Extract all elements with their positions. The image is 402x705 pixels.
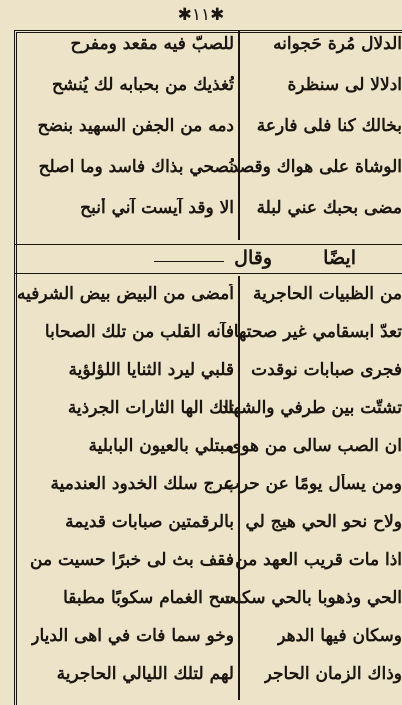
verse-line: عرج سلك الخدود العندمية <box>50 474 234 494</box>
verse-line: فآنه القلب من تلك الصحابا <box>44 322 234 342</box>
verse-line: فجرى صبابات نوقدت <box>251 360 402 380</box>
verse-line: بالرقمتين صبابات قديمة <box>65 512 234 532</box>
left-column-top <box>20 34 234 240</box>
verse-line: من الظبيات الحاجرية <box>253 284 402 304</box>
verse-line: تعدّ ابسقامي غير صحتها <box>233 322 402 342</box>
verse-line: فقف بث لى خبرًا حسيت من <box>30 550 234 570</box>
section-heading <box>14 244 402 274</box>
verse-line: تُغذيك من بحبابه لك يُنشح <box>51 75 234 95</box>
verse-line: بخالك كنا فلى فارعة <box>256 116 402 136</box>
verse-line: وسكان فيها الدهر <box>277 626 402 646</box>
verse-line: اذا مات قريب العهد من <box>235 550 402 570</box>
verse-line: نُصحي بذاك فاسد وما اصلح <box>38 157 234 177</box>
right-column-top <box>230 34 402 240</box>
verse-line: لهم لتلك الليالي الحاجرية <box>56 664 234 684</box>
verse-line: ادلالا لى سنظرة <box>287 75 402 95</box>
verse-line: الا وقد آيست آني أنبح <box>80 198 234 218</box>
verse-line: مضى بحبك عني لبلة <box>256 198 402 218</box>
heading-rule <box>154 261 224 262</box>
verse-line: الوشاة على هواك وقصد <box>230 157 402 177</box>
verse-line: وذاك الزمان الحاجر <box>263 664 402 684</box>
verse-line: تلك الها الثارات الجرذية <box>67 398 234 418</box>
right-column-bottom <box>220 276 402 700</box>
verse-line: ومن يسأل يومًا عن حرب <box>223 474 402 494</box>
verse-line: وخو سما فات في اهى الديار <box>31 626 234 646</box>
verse-line: للصبّ فيه مقعد ومفرح <box>70 34 234 54</box>
verse-line: قلبي ليرد الثنايا اللؤلؤية <box>68 360 234 380</box>
verse-line: ان الصب سالى من هوى <box>227 436 402 456</box>
left-column-bottom <box>17 276 234 700</box>
verse-line: تشتّت بين طرفي والشهاد <box>220 398 402 418</box>
section-heading-prefix: وقال <box>234 247 272 269</box>
verse-line: سح الغمام سكوبًا مطبقا <box>63 588 234 608</box>
verse-line: ولاح نحو الحي هيج لي <box>245 512 402 532</box>
section-heading-word: ايضًا <box>323 247 356 269</box>
verse-line: مبتلي بالعيون البابلية <box>88 436 234 456</box>
verse-line: اُمضى من البيض بيض الشرفيه <box>17 284 234 304</box>
verse-line: الدلال مُرة حَجوانه <box>273 34 402 54</box>
verse-line: دمه من الجفن السهيد بنضح <box>37 116 234 136</box>
page-number: ✱١١✱ <box>177 5 225 25</box>
verse-line: الحي وذهوبا بالحي سكنت <box>220 588 402 608</box>
